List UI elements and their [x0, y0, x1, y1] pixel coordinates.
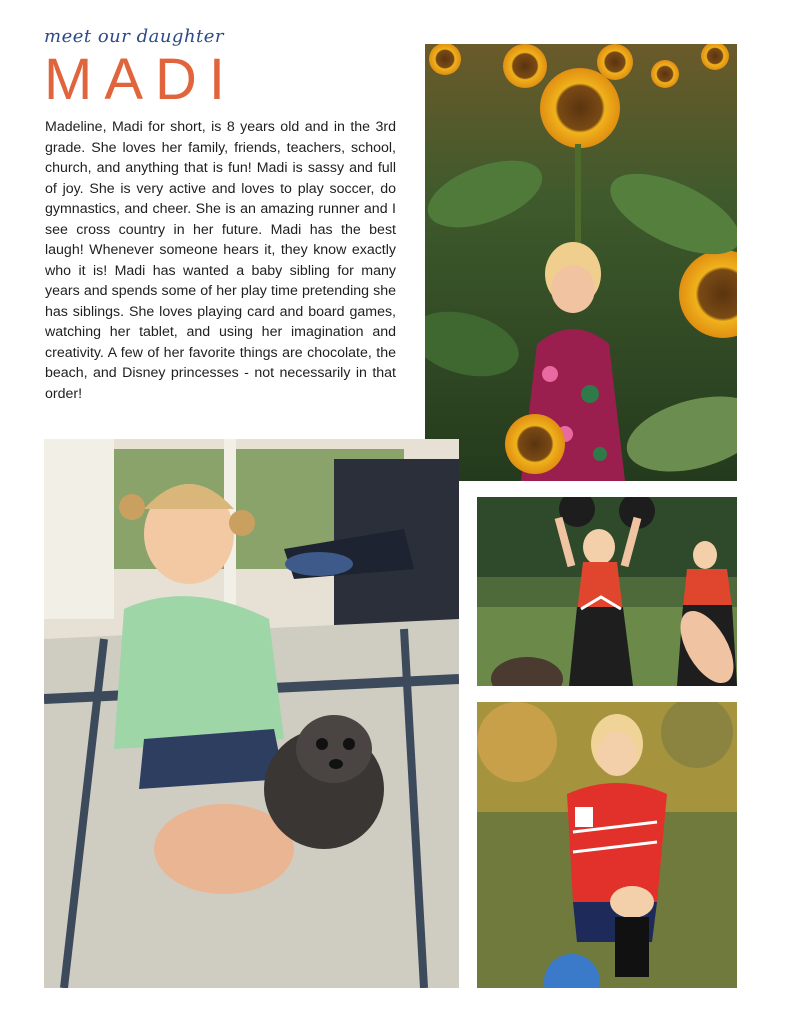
dog-photo: [44, 439, 459, 988]
sunflower-photo: [425, 44, 737, 481]
cheer-photo-image: [477, 497, 737, 686]
page-title: MADI: [44, 47, 237, 112]
kicker-text: meet our daughter: [44, 26, 225, 47]
bio-paragraph: Madeline, Madi for short, is 8 years old and in the 3rd grade. She loves her family, friends, teachers, school, church, and anything that is fun! Madi is sassy and full of joy. She is very active and loves to play soccer, do gymnastics, and cheer. She is an amazing runner and I see cross country in her future. Madi has the best laugh! Whenever someone hears it, they know exactly who it is! Madi has wanted a baby sibling for many years and spends some of her play time pretending she has siblings. She loves playing card and board games, watching her tablet, and using her imagination and creativity. A few of her favorite things are chocolate, the beach, and Disney princesses - not necessarily in that order!: [45, 119, 396, 402]
soccer-photo: [477, 702, 737, 988]
sunflower-photo-image: [425, 44, 737, 481]
soccer-photo-image: [477, 702, 737, 988]
cheer-photo: [477, 497, 737, 686]
dog-photo-image: [44, 439, 459, 988]
